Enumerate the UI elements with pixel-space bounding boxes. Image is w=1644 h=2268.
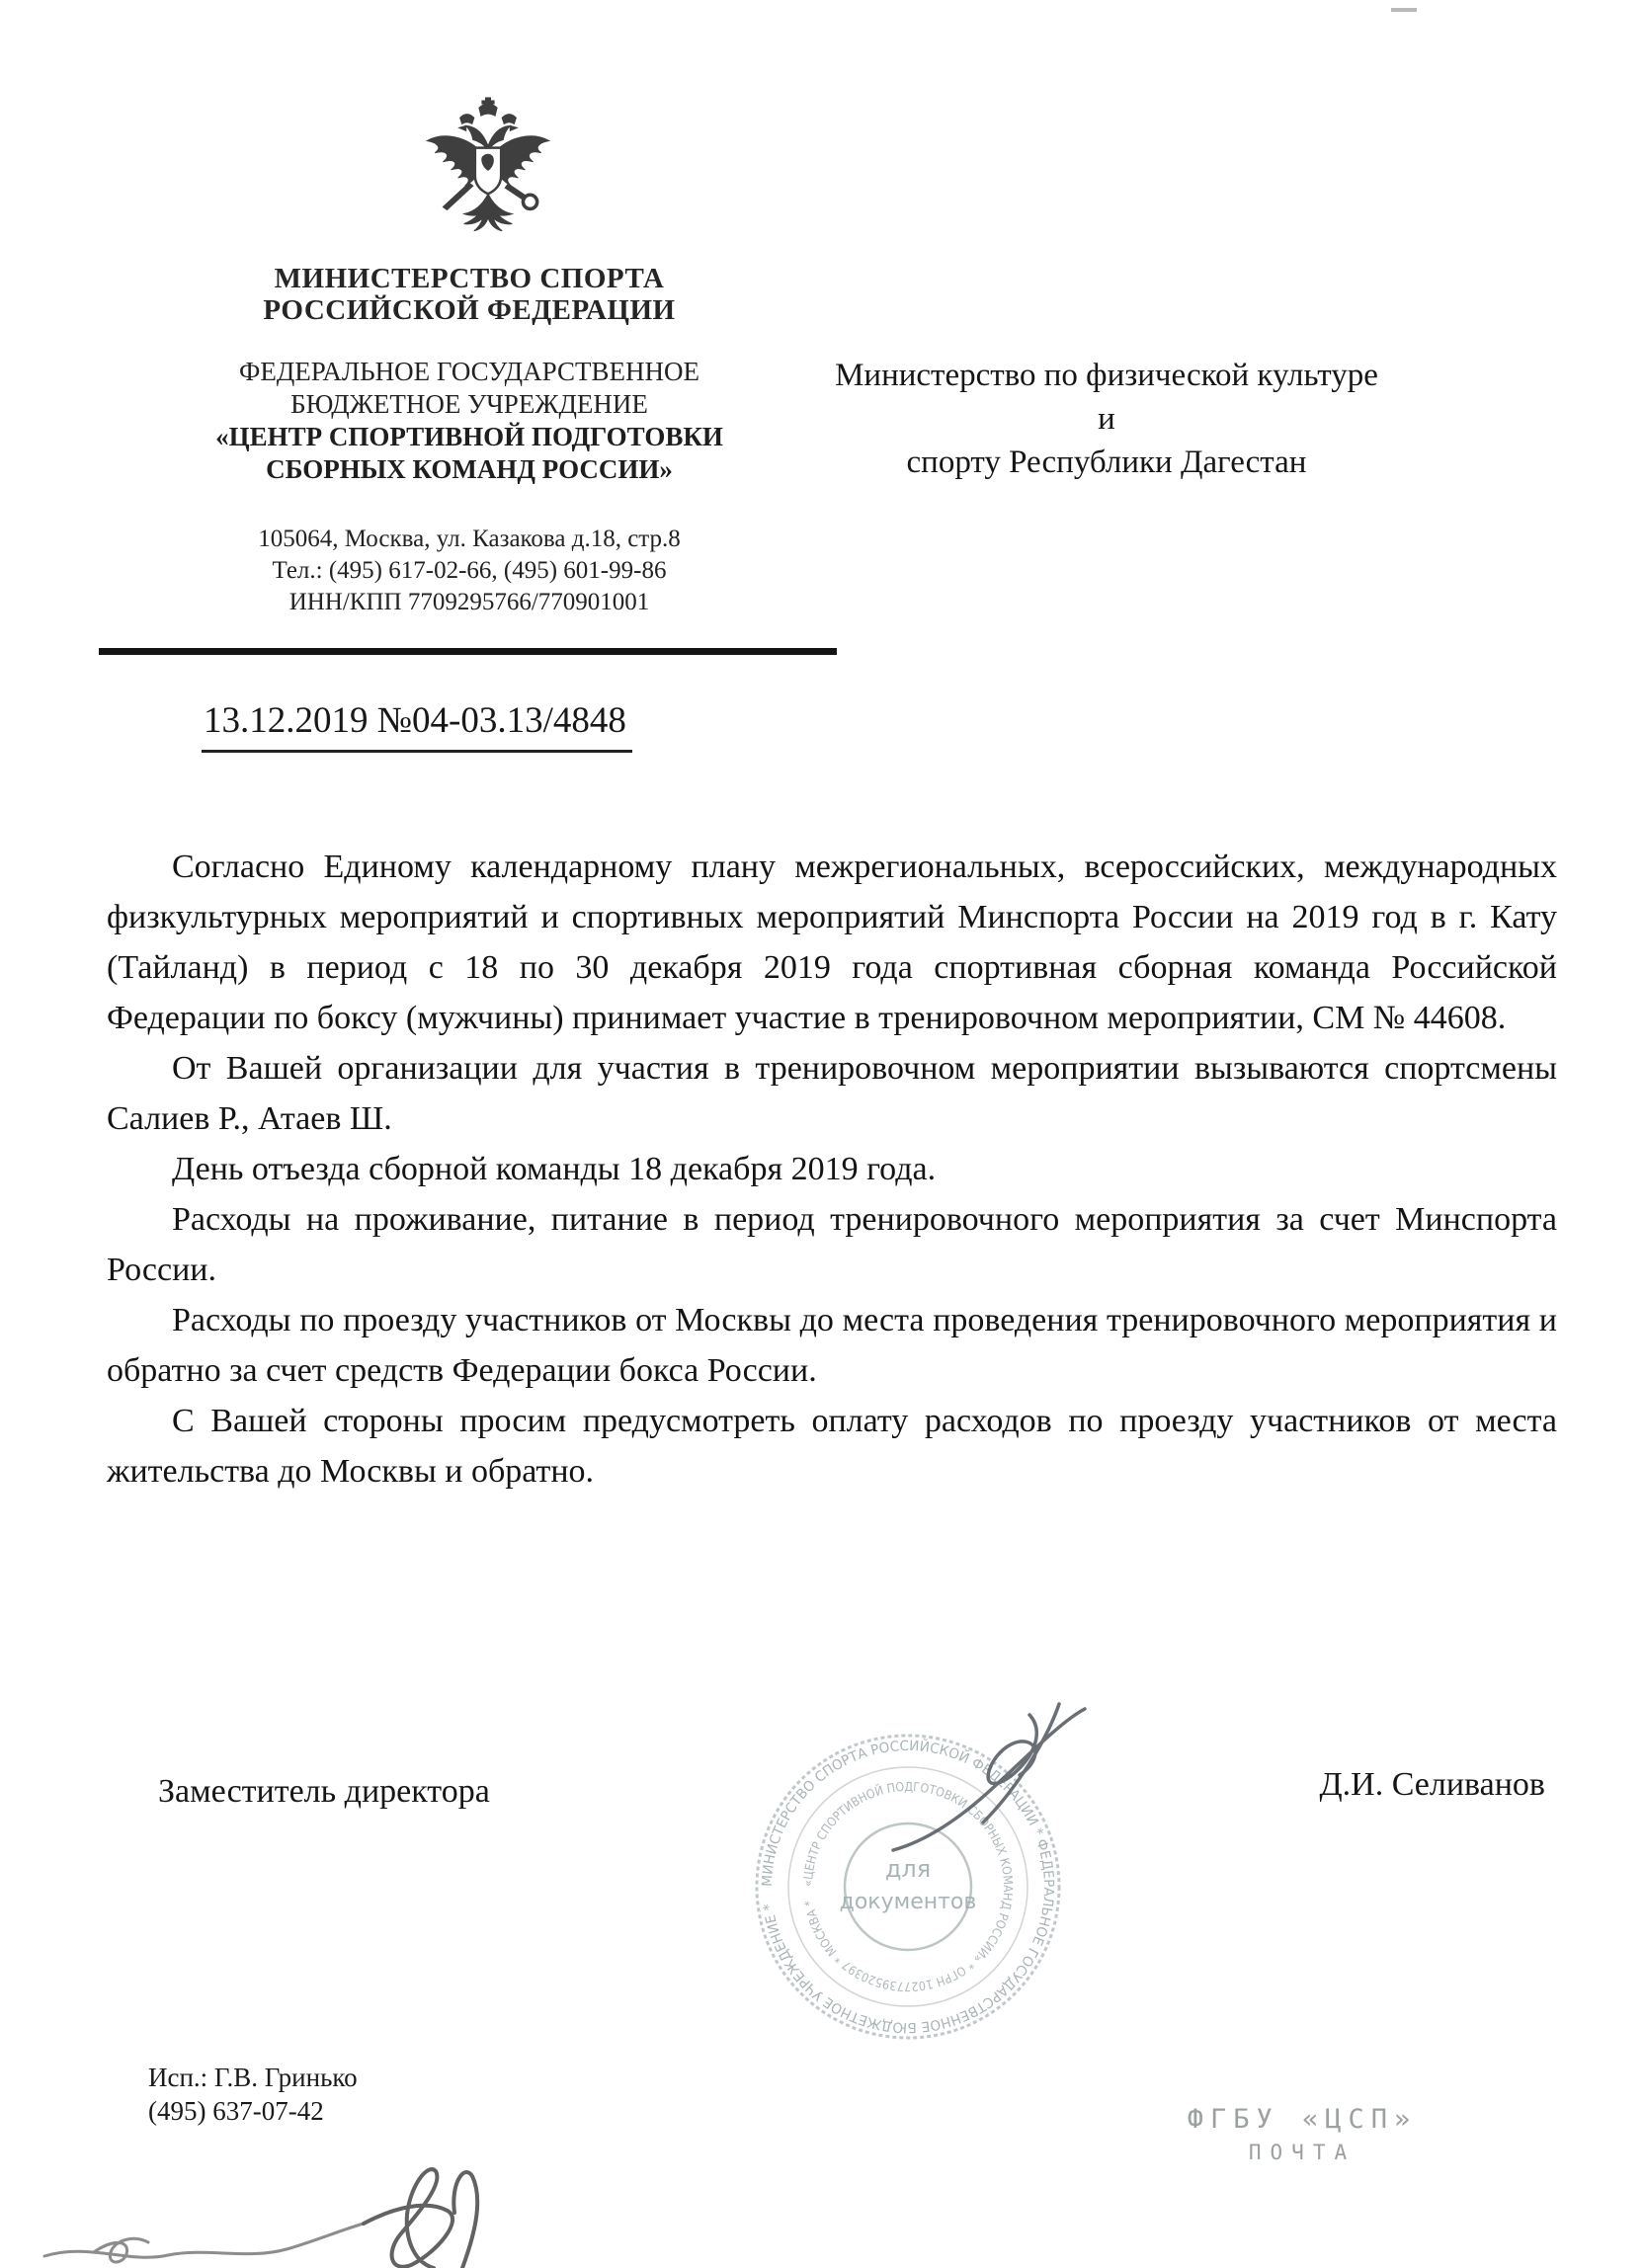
org-inn-kpp: ИНН/КПП 7709295766/770901001 <box>288 589 650 615</box>
stamp-inner-circle <box>845 1823 971 1950</box>
mail-stamp-label: ПОЧТА <box>1248 2141 1356 2164</box>
mail-stamp <box>1154 2104 1450 2164</box>
executor-info <box>148 2061 358 2128</box>
recipient-line1: Министерство по физической культуре и <box>835 358 1378 437</box>
stamp-ring-outer-text: МИНИСТЕРСТВО СПОРТА РОССИЙСКОЙ ФЕДЕРАЦИИ * ФЕДЕРАЛЬНОЕ ГОСУДАРСТВЕННОЕ БЮДЖЕТНОЕ УЧРЕЖДЕНИЕ * <box>759 1738 1057 2036</box>
ministry-name-line1: МИНИСТЕРСТВО СПОРТА <box>274 263 665 294</box>
letterhead-divider <box>99 648 837 655</box>
ministry-name <box>94 263 845 326</box>
letter-paragraph-3: День отъезда сборной команды 18 декабря 2019 года. <box>172 1151 937 1187</box>
org-type-line1: ФЕДЕРАЛЬНОЕ ГОСУДАРСТВЕННОЕ <box>239 357 699 386</box>
signer-title: Заместитель директора <box>158 1773 490 1810</box>
letter-paragraph-5: Расходы по проезду участников от Москвы до места проведения тренировочного мероприятия и обратно за счет средств Федерации бокса России. <box>107 1302 1557 1389</box>
round-stamp <box>748 1727 1068 2047</box>
handwritten-signature <box>94 2238 148 2262</box>
recipient-line2: спорту Республики Дагестан <box>906 445 1307 480</box>
letter-paragraph-2: От Вашей организации для участия в тренировочном мероприятии вызываются спортсмены Салиев Р., Атаев Ш. <box>107 1050 1557 1137</box>
mail-stamp-org: ФГБУ «ЦСП» <box>1187 2104 1418 2135</box>
stamp-center-line1: для <box>884 1855 932 1883</box>
letter-paragraph-6: С Вашей стороны просим предусмотреть оплату расходов по проезду участников от места жительства до Москвы и обратно. <box>107 1403 1557 1490</box>
handwritten-signature <box>364 2169 452 2268</box>
recipient-block <box>830 354 1383 484</box>
org-address: 105064, Москва, ул. Казакова д.18, стр.8 <box>258 526 681 552</box>
organization-contacts <box>94 524 845 618</box>
handwritten-signature <box>44 2224 364 2257</box>
handwritten-signature <box>453 2172 477 2268</box>
organization-name <box>94 356 845 486</box>
letter-paragraph-4: Расходы на проживание, питание в период тренировочного мероприятия за счет Минспорта России. <box>107 1201 1557 1288</box>
signer-name: Д.И. Селиванов <box>1319 1766 1545 1803</box>
org-name-line2: СБОРНЫХ КОМАНД РОССИИ» <box>266 454 673 484</box>
stamp-middle-edge <box>788 1767 1028 2006</box>
scan-artifact <box>1391 8 1417 12</box>
org-phones: Тел.: (495) 617-02-66, (495) 601-99-86 <box>272 557 667 584</box>
letter-paragraph-1: Согласно Единому календарному плану межрегиональных, всероссийских, международных физкультурных мероприятий и спортивных мероприятий Минспорта России на 2019 год в г. Кату (Тайланд) в период с 18 по 30 декабря 2019 года спортивная сборная команда Российской Федерации по боксу (мужчины) принимает участие в тренировочном мероприятии, СМ № 44608. <box>107 849 1557 1036</box>
executor-phone: (495) 637-07-42 <box>148 2096 324 2126</box>
coat-of-arms-icon <box>413 95 563 257</box>
stamp-center-line2: документов <box>839 1890 977 1914</box>
executor-name: Исп.: Г.В. Гринько <box>148 2063 358 2092</box>
org-name-line1: «ЦЕНТР СПОРТИВНОЙ ПОДГОТОВКИ <box>215 422 723 451</box>
stamp-ring-inner-text: «ЦЕНТР СПОРТИВНОЙ ПОДГОТОВКИ СБОРНЫХ КОМАНД РОССИИ» * ОГРН 1027739520397 * МОСКВА * <box>799 1778 1017 1995</box>
outgoing-reference: 13.12.2019 №04-03.13/4848 <box>202 699 632 753</box>
ministry-name-line2: РОССИЙСКОЙ ФЕДЕРАЦИИ <box>263 294 676 326</box>
org-type-line2: БЮДЖЕТНОЕ УЧРЕЖДЕНИЕ <box>290 389 648 419</box>
letter-body <box>107 842 1557 1497</box>
